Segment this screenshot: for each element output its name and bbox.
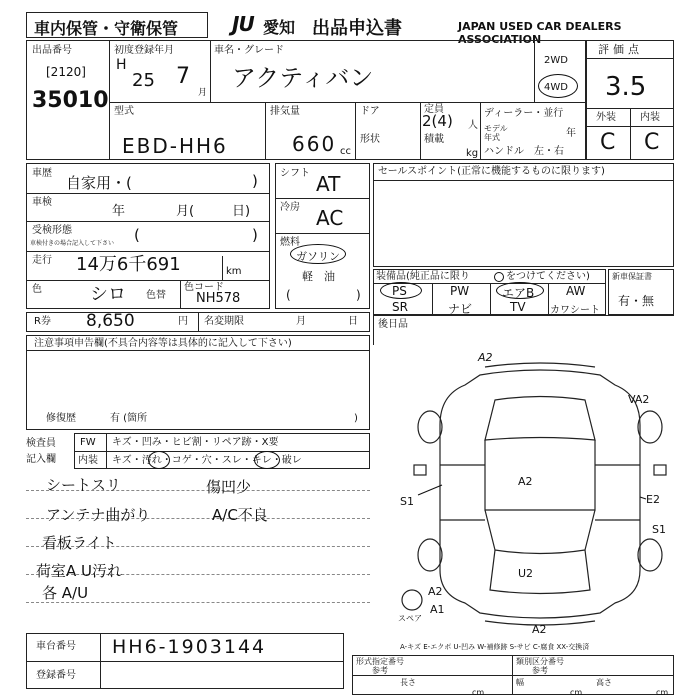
dealer-year: 年式: [484, 133, 500, 142]
sales-point-label: セールスポイント(正常に機能するものに限ります): [378, 166, 605, 177]
note-7: A/C不良: [212, 506, 268, 524]
dealer-row1: ディーラー・並行: [484, 108, 564, 119]
dealer-year-unit: 年: [566, 128, 576, 139]
receipt-open: (: [134, 226, 140, 244]
mileage-label: 走行: [32, 255, 52, 266]
equip-awseat: カワシート: [550, 305, 600, 316]
note-6: 傷凹少: [206, 478, 252, 496]
fuel-close: ): [356, 288, 361, 302]
stain-circle: [148, 451, 170, 469]
width-cm: cm: [570, 688, 583, 697]
mark-a2-rear: A2: [532, 623, 547, 635]
car-name-value: アクティバン: [232, 64, 374, 92]
registration-month-unit: 月: [198, 88, 208, 98]
repair-value: 有 (箇所: [110, 413, 148, 424]
notes-label: 注意事項申告欄(不具合内容等は具体的に記入して下さい): [34, 338, 292, 349]
inspector-label1: 検査員: [26, 438, 56, 449]
fuel-light-oil: 軽 油: [302, 270, 335, 283]
sales-point-block: [373, 163, 674, 267]
capacity-value: 2(4): [422, 112, 453, 130]
history-block: [26, 163, 270, 309]
color-code: NH578: [196, 291, 241, 306]
model-label: 型式: [114, 106, 134, 117]
mark-e2-right: E2: [646, 493, 660, 506]
mark-s1-left: S1: [400, 495, 414, 508]
storage-label: 車内保管・守衛保管: [34, 19, 179, 38]
equip-aircon-circle: [496, 282, 544, 299]
register-label: 登録番号: [36, 670, 76, 681]
width-label: 幅: [516, 678, 524, 687]
legend: A-キズ E-エクボ U-凹み W-補修跡 S-サビ C-腐食 XX-交換済: [400, 643, 590, 651]
ac-label: 冷房: [280, 202, 300, 213]
height-label: 高さ: [596, 678, 612, 687]
length-label: 長さ: [400, 678, 416, 687]
mark-u2: U2: [518, 567, 534, 580]
lot-label: 出品番号: [32, 45, 72, 56]
inspection-day: 日): [232, 204, 251, 219]
lot-sub: [2120]: [46, 65, 86, 79]
equipment-mark-circle: [494, 272, 504, 282]
note-4: 荷室A U汚れ: [36, 562, 123, 580]
recycle-label: R券: [34, 316, 51, 327]
equip-navi: ナビ: [448, 302, 473, 316]
equip-pw: PW: [450, 284, 470, 298]
color-value: シロ: [90, 284, 126, 305]
registration-era: H: [116, 57, 127, 73]
equip-sr: SR: [392, 300, 408, 314]
class-ref-label: 参考: [532, 666, 548, 675]
equip-tv: TV: [510, 300, 526, 314]
spare-label: スペア: [398, 614, 422, 623]
inspector-fw: FW: [80, 437, 96, 448]
shape-no-label: 形式指定番号: [356, 657, 404, 666]
color-change-label: 色替: [146, 290, 166, 301]
name-change-day: 日: [348, 316, 358, 327]
load-unit: kg: [466, 148, 479, 159]
mark-a2-rear-left: A2: [428, 585, 443, 598]
height-cm: cm: [656, 688, 669, 697]
door-label: ドア: [360, 106, 380, 117]
name-change-label: 名変期限: [204, 316, 244, 327]
receipt-sub: 車検付きの場合記入して下さい: [30, 240, 115, 247]
fuel-label: 燃料: [280, 237, 300, 248]
inspector-interior: 内装: [78, 455, 98, 466]
guarantee-label: 新車保証書: [612, 272, 652, 281]
drive-4wd-circle: [538, 74, 578, 98]
note-1: シートスリ: [46, 476, 121, 494]
name-change-month: 月: [296, 316, 306, 327]
repair-label: 修復歴: [46, 413, 76, 424]
shape-label: 形状: [360, 134, 380, 145]
registration-label: 初度登録年月: [114, 45, 174, 56]
recycle-unit: 円: [178, 316, 188, 327]
fuel-gasoline-circle: [290, 244, 346, 264]
equip-aircon: エアB: [502, 286, 535, 300]
length-cm: cm: [472, 688, 485, 697]
rating-label: 評価点: [598, 43, 643, 56]
equipment-label2: をつけてください): [506, 271, 590, 282]
chassis-label: 車台番号: [36, 641, 76, 652]
mark-va2: VA2: [628, 393, 650, 406]
shift-value: AT: [316, 172, 341, 196]
color-label: 色: [32, 284, 42, 295]
usage-label: 車歴: [32, 168, 52, 179]
displacement-unit: cc: [340, 146, 351, 157]
displacement-value: 660: [292, 132, 337, 156]
repair-close: ): [354, 413, 358, 424]
dealer-model: モデル: [484, 124, 508, 133]
note-5: 各 A/U: [42, 584, 89, 602]
chassis-value: HH6-1903144: [112, 636, 267, 658]
mileage-value: 14万6千691: [76, 254, 181, 275]
registration-month: 7: [176, 64, 190, 89]
note-3: 看板ライト: [42, 534, 117, 552]
shift-label: シフト: [280, 168, 310, 179]
rating-exterior-label: 外装: [596, 112, 616, 123]
equip-ps-circle: [380, 282, 422, 299]
lot-number: 35010: [32, 88, 109, 113]
mileage-unit: km: [226, 266, 242, 277]
guarantee-value: 有・無: [618, 294, 655, 308]
fuel-gasoline: ガソリン: [296, 250, 340, 263]
receipt-close: ): [252, 226, 258, 244]
car-name-label: 車名・グレード: [214, 45, 284, 56]
equip-ps: PS: [392, 284, 407, 298]
inspection-label: 車検: [32, 197, 52, 208]
aichi-label: 愛知: [263, 18, 296, 37]
dealer-handle: ハンドル 左・右: [484, 146, 564, 157]
mark-a1: A1: [430, 603, 445, 616]
association-name: JAPAN USED CAR DEALERS ASSOCIATION: [458, 20, 622, 46]
doc-title: 出品申込書: [312, 18, 402, 39]
mark-s1-right: S1: [652, 523, 666, 536]
displacement-label: 排気量: [270, 106, 300, 117]
drive-2wd: 2WD: [544, 55, 568, 66]
car-diagram: [400, 345, 680, 635]
inspection-year: 年: [112, 204, 126, 219]
class-no-label: 類別区分番号: [516, 657, 564, 666]
capacity-label: 定員: [424, 104, 444, 115]
fuel-open: (: [286, 288, 291, 302]
rating-interior-label: 内装: [640, 112, 660, 123]
registration-year: 25: [132, 70, 155, 91]
capacity-unit: 人: [468, 120, 478, 131]
scuff-circle: [254, 451, 280, 469]
rating-exterior: C: [600, 130, 616, 155]
inspector-fw-text: キズ・凹み・ヒビ割・リペア跡・X要: [112, 437, 279, 448]
inspector-interior-text: キズ・汚れ・コゲ・穴・スレ・キレ・破レ: [112, 455, 302, 466]
back-day-label: 後日品: [378, 319, 408, 330]
ju-logo: JU: [232, 12, 254, 36]
mark-a2-roof: A2: [518, 475, 533, 488]
ac-value: AC: [316, 206, 344, 230]
note-2: アンテナ曲がり: [46, 506, 151, 524]
mark-a2-front: A2: [478, 351, 493, 364]
equip-aw: AW: [566, 284, 586, 298]
model-value: EBD-HH6: [122, 134, 228, 158]
rating-score: 3.5: [605, 72, 647, 102]
drive-4wd: 4WD: [544, 82, 568, 93]
recycle-value: 8,650: [86, 311, 135, 331]
color-code-label: 色コード: [184, 282, 224, 293]
usage-value: 自家用・(: [66, 174, 132, 192]
usage-close: ): [252, 172, 258, 190]
equipment-label: 装備品(純正品に限り: [376, 271, 470, 282]
load-label: 積載: [424, 134, 444, 145]
inspector-label2: 記入欄: [26, 454, 56, 465]
inspection-month: 月(: [176, 204, 195, 219]
rating-interior: C: [644, 130, 660, 155]
receipt-label: 受検形態: [32, 225, 72, 236]
shape-ref-label: 参考: [372, 666, 388, 675]
